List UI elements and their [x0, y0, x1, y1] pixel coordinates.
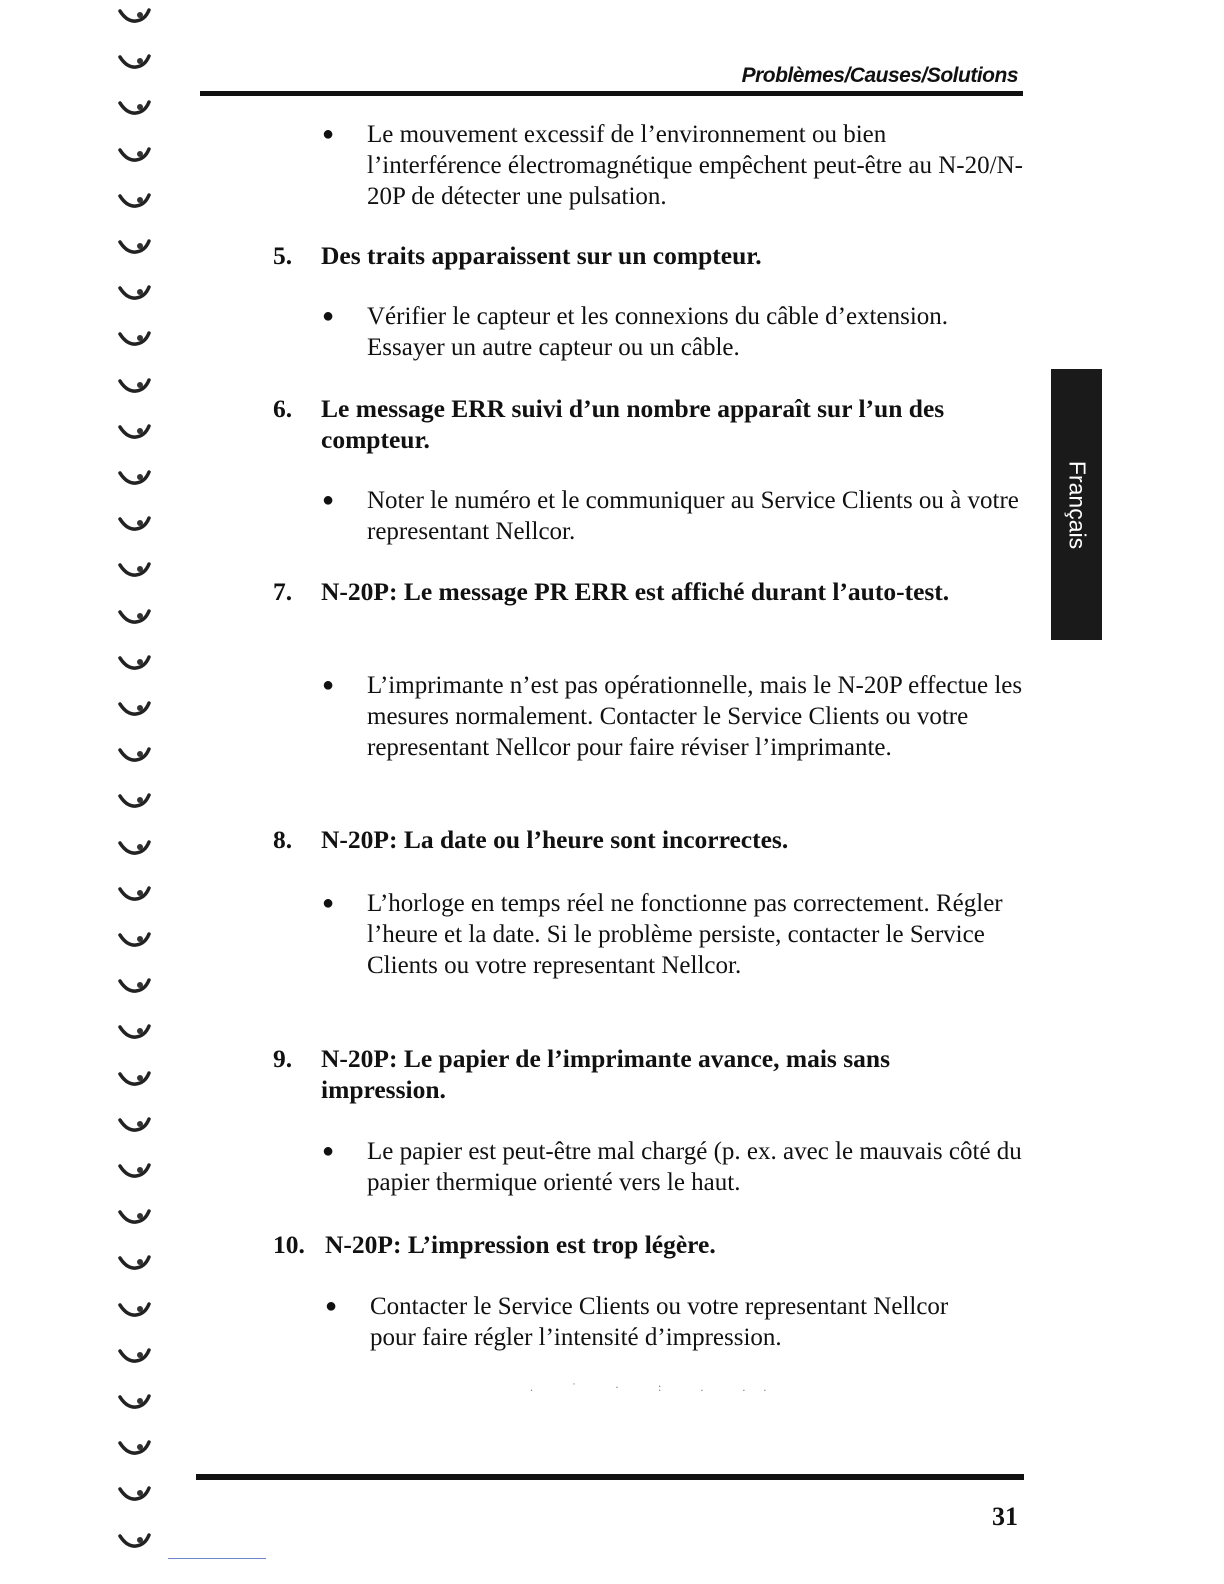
solution-bullet: ● L’imprimante n’est pas opérationnelle, mais le N-20P effectue les mesures normalement. Contacter le Service Clients ou votre representant Nellcor pour faire réviser l’imprimante. — [322, 672, 1023, 761]
binding-ring-icon — [118, 1484, 152, 1504]
problem-title: N-20P: Le papier de l’imprimante avance, mais sans impression. — [321, 1044, 890, 1104]
problem-heading-5 — [273, 240, 1021, 271]
bullet-icon: ● — [322, 892, 335, 914]
problem-heading-6 — [273, 393, 1021, 455]
solution-bullet: ● Contacter le Service Clients ou votre representant Nellcor pour faire régler l’intensité d’impression. — [325, 1293, 949, 1351]
binding-ring-icon — [118, 1531, 152, 1551]
solution-bullet: ● Vérifier le capteur et les connexions du câble d’extension. Essayer un autre capteur ou un câble. — [322, 303, 949, 361]
problem-number: 8. — [273, 825, 293, 854]
problem-heading-10 — [273, 1229, 1025, 1260]
footer-rule — [196, 1474, 1024, 1480]
problem-number: 9. — [273, 1044, 293, 1073]
language-tab-label: Français — [1064, 460, 1090, 549]
problem-heading-8 — [273, 824, 1021, 855]
problem-title: Le message ERR suivi d’un nombre apparaît sur l’un des compteur. — [321, 394, 945, 454]
problem-title: N-20P: Le message PR ERR est affiché durant l’auto-test. — [321, 577, 950, 606]
bullet-icon: ● — [325, 1295, 338, 1317]
bullet-icon: ● — [322, 674, 335, 696]
problem-title: N-20P: La date ou l’heure sont incorrectes. — [321, 825, 789, 854]
bullet-icon: ● — [322, 1140, 335, 1162]
section-header: Problèmes/Causes/Solutions — [741, 64, 1018, 87]
problem-heading-9 — [273, 1043, 1021, 1105]
problem-title: Des traits apparaissent sur un compteur. — [321, 241, 762, 270]
bullet-icon: ● — [322, 489, 335, 511]
page-number: 31 — [992, 1502, 1018, 1531]
problem-number: 10. — [273, 1230, 305, 1259]
solution-bullet: ● L’horloge en temps réel ne fonctionne pas correctement. Régler l’heure et la date. Si le problème persiste, contacter le Service Clients ou votre representant Nellcor. — [322, 890, 1003, 979]
bullet-icon: ● — [322, 123, 335, 145]
problem-number: 7. — [273, 577, 293, 606]
problem-number: 5. — [273, 241, 293, 270]
problem-heading-7 — [273, 576, 1021, 607]
scan-line — [168, 1558, 266, 1559]
problem-number: 6. — [273, 394, 293, 423]
solution-bullet: ● Le mouvement excessif de l’environnement ou bien l’interférence électromagnétique empêchent peut-être au N-20/N-20P de détecter une pulsation. — [322, 121, 1023, 210]
solution-bullet: ● Le papier est peut-être mal chargé (p. ex. avec le mauvais côté du papier thermique orienté vers le haut. — [322, 1138, 1022, 1196]
problem-title: N-20P: L’impression est trop légère. — [325, 1230, 716, 1259]
solution-bullet: ● Noter le numéro et le communiquer au Service Clients ou à votre representant Nellcor. — [322, 487, 1019, 545]
scan-noise: . ˙ · : . .. — [530, 1380, 785, 1394]
bullet-icon: ● — [322, 305, 335, 327]
